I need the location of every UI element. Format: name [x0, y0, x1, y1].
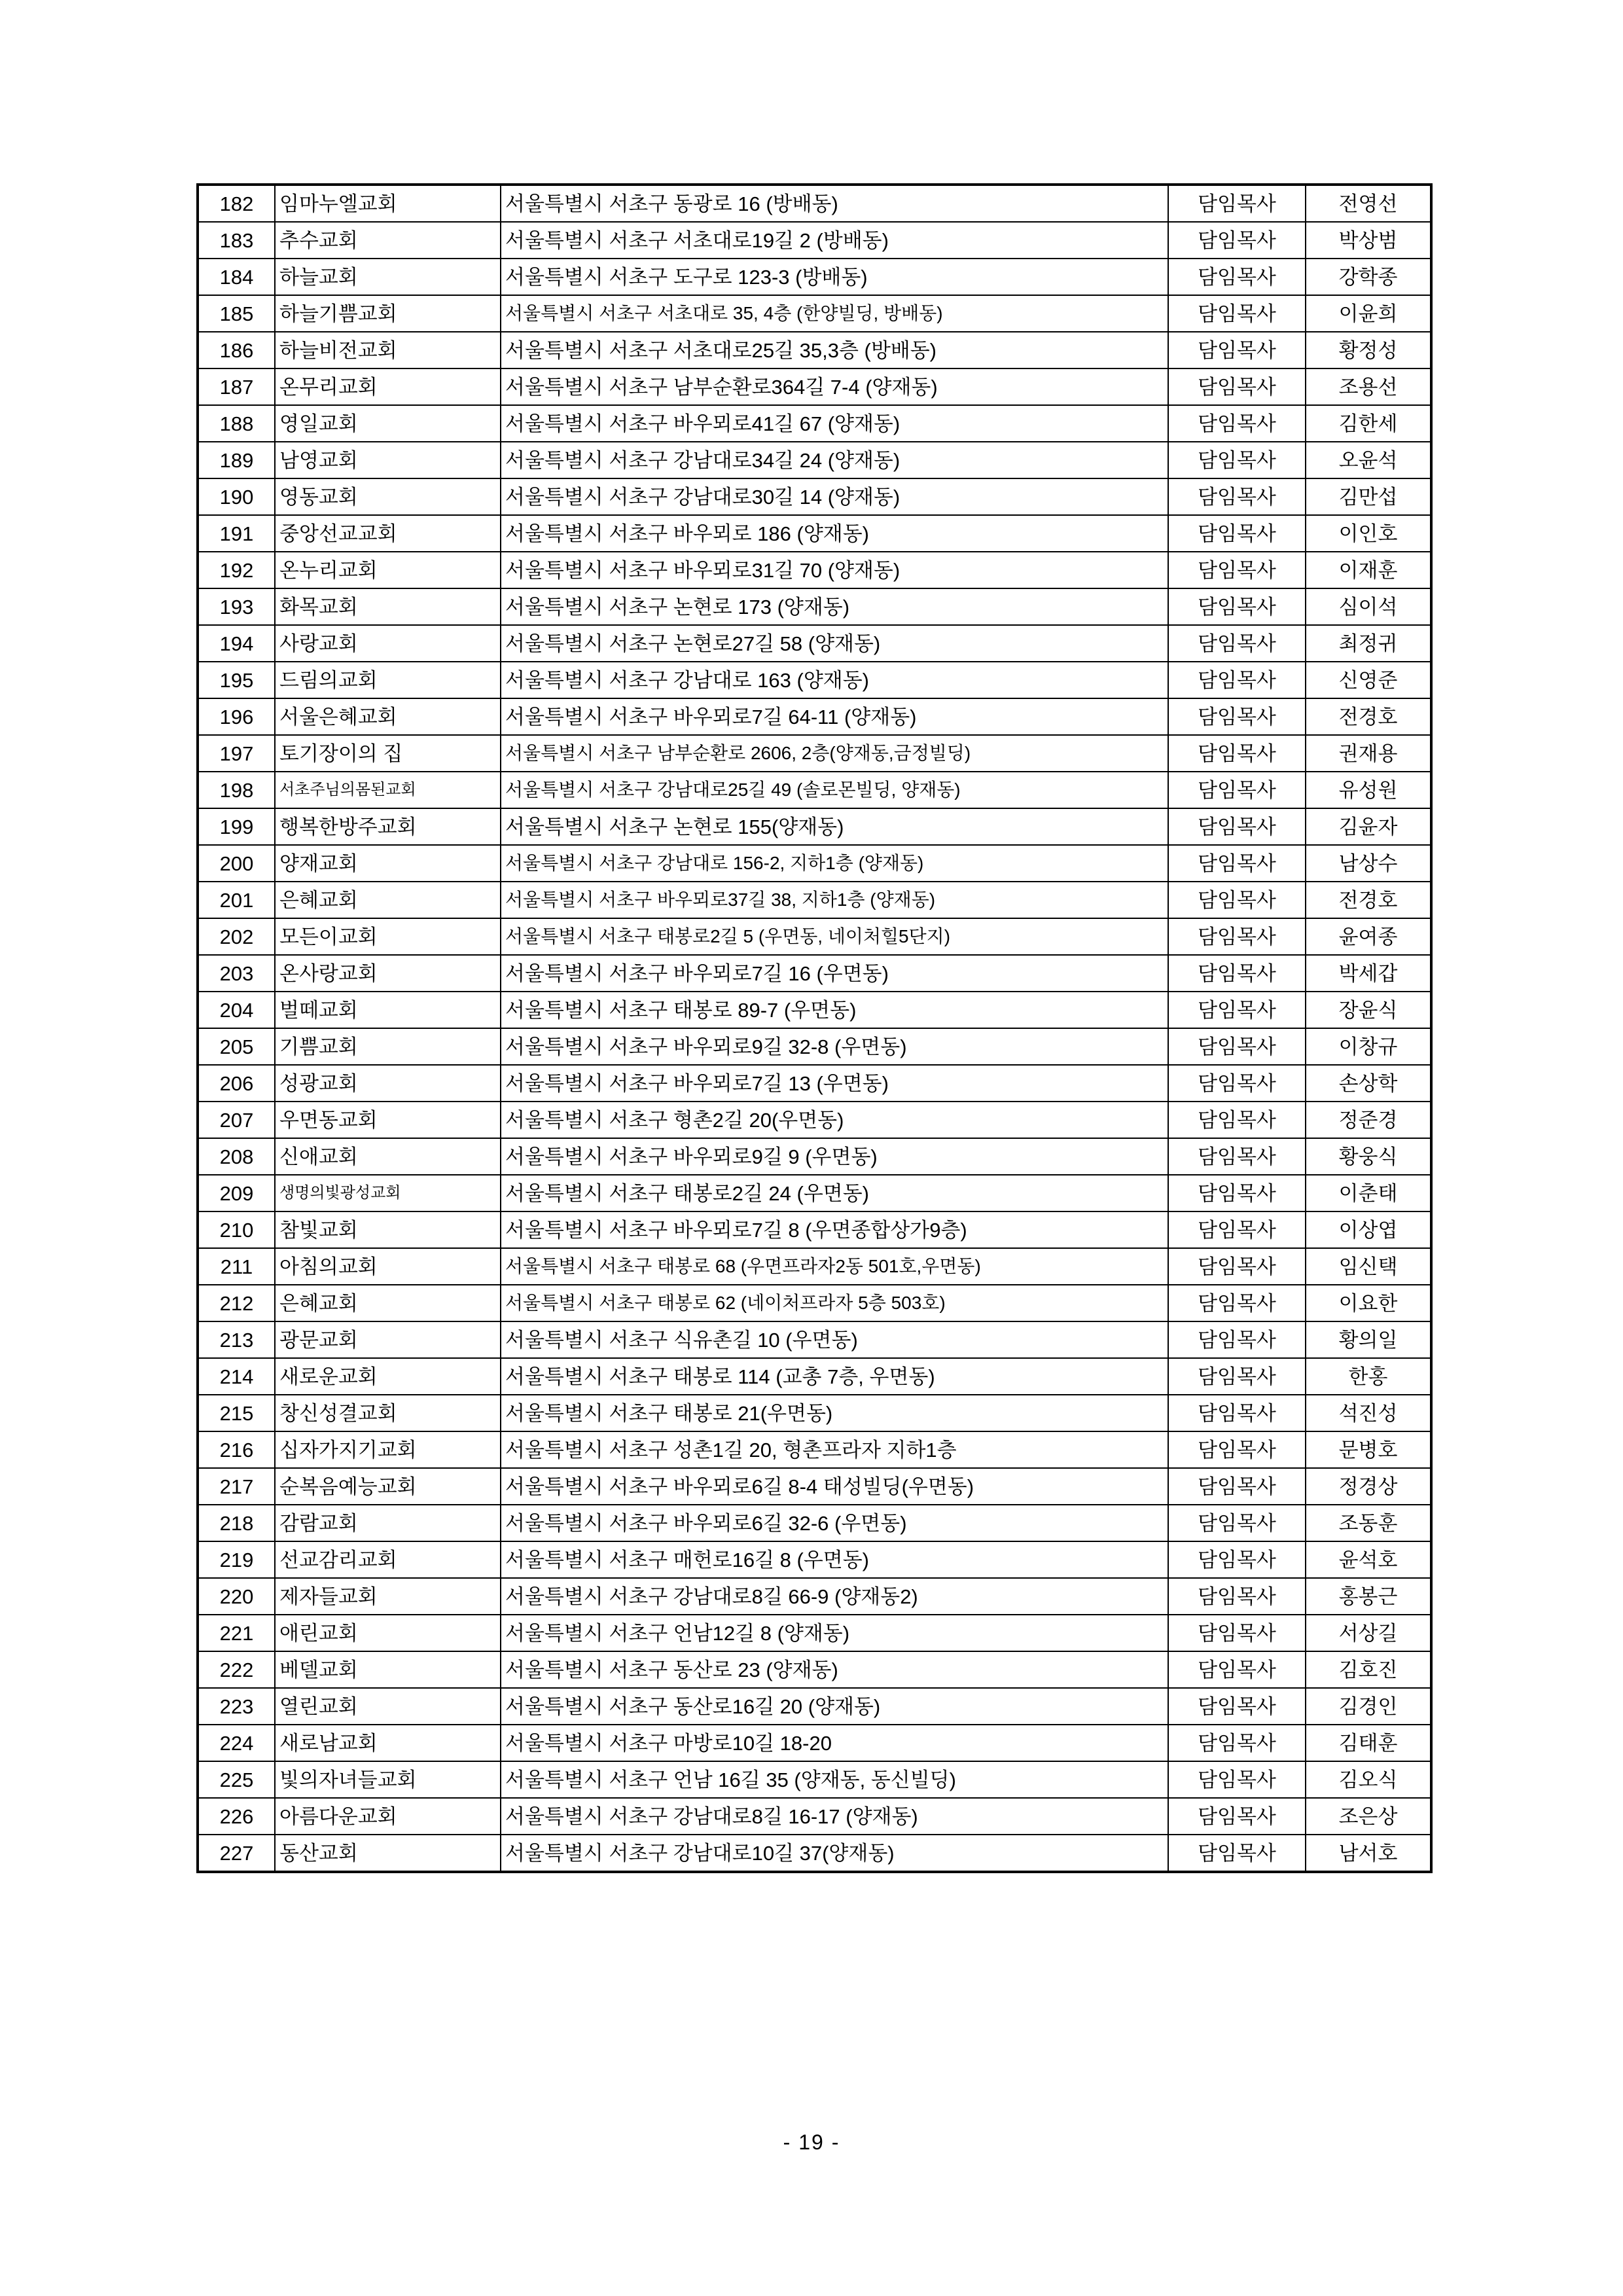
table-row	[198, 1798, 1431, 1835]
cell-name: 신애교회	[275, 1138, 501, 1175]
cell-pastor: 박세갑	[1306, 955, 1431, 992]
cell-role: 담임목사	[1168, 1615, 1306, 1651]
cell-no: 214	[198, 1358, 275, 1395]
cell-name: 창신성결교회	[275, 1395, 501, 1431]
cell-role: 담임목사	[1168, 1358, 1306, 1395]
cell-name: 토기장이의 집	[275, 735, 501, 772]
cell-pastor: 전경호	[1306, 882, 1431, 918]
table-row	[198, 368, 1431, 405]
cell-pastor: 이인호	[1306, 515, 1431, 552]
cell-no: 209	[198, 1175, 275, 1211]
cell-no: 190	[198, 478, 275, 515]
cell-pastor: 김한세	[1306, 405, 1431, 442]
cell-name: 모든이교회	[275, 918, 501, 955]
cell-pastor: 유성원	[1306, 772, 1431, 808]
cell-addr: 서울특별시 서초구 바우뫼로7길 16 (우면동)	[501, 955, 1168, 992]
cell-pastor: 황의일	[1306, 1321, 1431, 1358]
cell-addr: 서울특별시 서초구 논현로 155(양재동)	[501, 808, 1168, 845]
cell-name: 새로남교회	[275, 1725, 501, 1761]
cell-addr: 서울특별시 서초구 바우뫼로7길 8 (우면종합상가9층)	[501, 1211, 1168, 1248]
cell-pastor: 이창규	[1306, 1028, 1431, 1065]
cell-role: 담임목사	[1168, 1028, 1306, 1065]
cell-addr: 서울특별시 서초구 태봉로 68 (우면프라자2동 501호,우면동)	[501, 1248, 1168, 1285]
church-roster-body	[198, 185, 1431, 1872]
cell-role: 담임목사	[1168, 918, 1306, 955]
cell-role: 담임목사	[1168, 808, 1306, 845]
cell-role: 담임목사	[1168, 1761, 1306, 1798]
table-row	[198, 405, 1431, 442]
cell-addr: 서울특별시 서초구 서초대로25길 35,3층 (방배동)	[501, 332, 1168, 368]
table-row	[198, 332, 1431, 368]
cell-pastor: 전영선	[1306, 185, 1431, 222]
cell-no: 215	[198, 1395, 275, 1431]
cell-addr: 서울특별시 서초구 언남12길 8 (양재동)	[501, 1615, 1168, 1651]
cell-pastor: 이상엽	[1306, 1211, 1431, 1248]
cell-pastor: 이춘태	[1306, 1175, 1431, 1211]
cell-pastor: 한홍	[1306, 1358, 1431, 1395]
cell-addr: 서울특별시 서초구 태봉로 62 (네이처프라자 5층 503호)	[501, 1285, 1168, 1321]
cell-name: 베델교회	[275, 1651, 501, 1688]
cell-no: 183	[198, 222, 275, 259]
cell-role: 담임목사	[1168, 662, 1306, 698]
cell-role: 담임목사	[1168, 259, 1306, 295]
cell-addr: 서울특별시 서초구 마방로10길 18-20	[501, 1725, 1168, 1761]
cell-role: 담임목사	[1168, 1102, 1306, 1138]
table-row	[198, 1578, 1431, 1615]
cell-role: 담임목사	[1168, 1578, 1306, 1615]
cell-role: 담임목사	[1168, 1211, 1306, 1248]
cell-pastor: 김호진	[1306, 1651, 1431, 1688]
cell-no: 187	[198, 368, 275, 405]
cell-name: 남영교회	[275, 442, 501, 478]
cell-name: 애린교회	[275, 1615, 501, 1651]
cell-no: 182	[198, 185, 275, 222]
table-row	[198, 1175, 1431, 1211]
cell-role: 담임목사	[1168, 1798, 1306, 1835]
cell-no: 200	[198, 845, 275, 882]
cell-no: 225	[198, 1761, 275, 1798]
cell-role: 담임목사	[1168, 1395, 1306, 1431]
table-row	[198, 772, 1431, 808]
cell-pastor: 장윤식	[1306, 992, 1431, 1028]
cell-no: 188	[198, 405, 275, 442]
cell-role: 담임목사	[1168, 845, 1306, 882]
cell-role: 담임목사	[1168, 1725, 1306, 1761]
cell-addr: 서울특별시 서초구 남부순환로 2606, 2층(양재동,금정빌딩)	[501, 735, 1168, 772]
table-row	[198, 1138, 1431, 1175]
cell-role: 담임목사	[1168, 1138, 1306, 1175]
cell-no: 203	[198, 955, 275, 992]
cell-pastor: 오윤석	[1306, 442, 1431, 478]
table-row	[198, 1615, 1431, 1651]
table-row	[198, 1285, 1431, 1321]
cell-role: 담임목사	[1168, 222, 1306, 259]
cell-name: 추수교회	[275, 222, 501, 259]
table-row	[198, 185, 1431, 222]
cell-name: 은혜교회	[275, 1285, 501, 1321]
cell-no: 198	[198, 772, 275, 808]
cell-no: 199	[198, 808, 275, 845]
cell-name: 온누리교회	[275, 552, 501, 588]
cell-pastor: 정경상	[1306, 1468, 1431, 1505]
cell-pastor: 심이석	[1306, 588, 1431, 625]
cell-no: 226	[198, 1798, 275, 1835]
cell-addr: 서울특별시 서초구 바우뫼로37길 38, 지하1층 (양재동)	[501, 882, 1168, 918]
cell-pastor: 김만섭	[1306, 478, 1431, 515]
cell-no: 185	[198, 295, 275, 332]
cell-pastor: 김윤자	[1306, 808, 1431, 845]
cell-addr: 서울특별시 서초구 동산로16길 20 (양재동)	[501, 1688, 1168, 1725]
cell-role: 담임목사	[1168, 1468, 1306, 1505]
cell-no: 197	[198, 735, 275, 772]
cell-name: 행복한방주교회	[275, 808, 501, 845]
cell-no: 192	[198, 552, 275, 588]
cell-pastor: 손상학	[1306, 1065, 1431, 1102]
cell-pastor: 김오식	[1306, 1761, 1431, 1798]
cell-name: 광문교회	[275, 1321, 501, 1358]
cell-addr: 서울특별시 서초구 식유촌길 10 (우면동)	[501, 1321, 1168, 1358]
cell-pastor: 정준경	[1306, 1102, 1431, 1138]
table-row	[198, 1321, 1431, 1358]
table-row	[198, 1688, 1431, 1725]
cell-pastor: 조동훈	[1306, 1505, 1431, 1541]
table-row	[198, 662, 1431, 698]
cell-no: 218	[198, 1505, 275, 1541]
table-row	[198, 295, 1431, 332]
cell-no: 216	[198, 1431, 275, 1468]
table-row	[198, 515, 1431, 552]
cell-no: 227	[198, 1835, 275, 1872]
cell-role: 담임목사	[1168, 1541, 1306, 1578]
cell-addr: 서울특별시 서초구 바우뫼로9길 32-8 (우면동)	[501, 1028, 1168, 1065]
cell-role: 담임목사	[1168, 882, 1306, 918]
cell-name: 온무리교회	[275, 368, 501, 405]
cell-addr: 서울특별시 서초구 강남대로 163 (양재동)	[501, 662, 1168, 698]
cell-name: 서초주님의몸된교회	[275, 772, 501, 808]
cell-role: 담임목사	[1168, 478, 1306, 515]
cell-addr: 서울특별시 서초구 형촌2길 20(우면동)	[501, 1102, 1168, 1138]
cell-addr: 서울특별시 서초구 바우뫼로31길 70 (양재동)	[501, 552, 1168, 588]
cell-role: 담임목사	[1168, 1835, 1306, 1872]
cell-role: 담임목사	[1168, 1651, 1306, 1688]
table-row	[198, 1725, 1431, 1761]
cell-pastor: 임신택	[1306, 1248, 1431, 1285]
cell-role: 담임목사	[1168, 735, 1306, 772]
cell-pastor: 신영준	[1306, 662, 1431, 698]
cell-no: 201	[198, 882, 275, 918]
cell-addr: 서울특별시 서초구 바우뫼로7길 13 (우면동)	[501, 1065, 1168, 1102]
cell-role: 담임목사	[1168, 588, 1306, 625]
cell-name: 영일교회	[275, 405, 501, 442]
cell-no: 189	[198, 442, 275, 478]
cell-role: 담임목사	[1168, 185, 1306, 222]
cell-role: 담임목사	[1168, 1285, 1306, 1321]
cell-no: 202	[198, 918, 275, 955]
cell-addr: 서울특별시 서초구 바우뫼로6길 32-6 (우면동)	[501, 1505, 1168, 1541]
cell-name: 벌떼교회	[275, 992, 501, 1028]
cell-no: 219	[198, 1541, 275, 1578]
cell-pastor: 박상범	[1306, 222, 1431, 259]
page-number: - 19 -	[783, 2130, 840, 2154]
cell-name: 중앙선교교회	[275, 515, 501, 552]
table-row	[198, 992, 1431, 1028]
cell-name: 우면동교회	[275, 1102, 501, 1138]
table-row	[198, 552, 1431, 588]
cell-name: 영동교회	[275, 478, 501, 515]
cell-pastor: 전경호	[1306, 698, 1431, 735]
cell-name: 빛의자녀들교회	[275, 1761, 501, 1798]
cell-name: 하늘기쁨교회	[275, 295, 501, 332]
cell-no: 221	[198, 1615, 275, 1651]
table-row	[198, 1065, 1431, 1102]
cell-name: 선교감리교회	[275, 1541, 501, 1578]
cell-no: 196	[198, 698, 275, 735]
cell-addr: 서울특별시 서초구 태봉로 114 (교총 7층, 우면동)	[501, 1358, 1168, 1395]
cell-name: 아름다운교회	[275, 1798, 501, 1835]
cell-name: 하늘비전교회	[275, 332, 501, 368]
cell-addr: 서울특별시 서초구 태봉로 89-7 (우면동)	[501, 992, 1168, 1028]
cell-addr: 서울특별시 서초구 강남대로10길 37(양재동)	[501, 1835, 1168, 1872]
cell-name: 십자가지기교회	[275, 1431, 501, 1468]
table-row	[198, 1431, 1431, 1468]
cell-no: 224	[198, 1725, 275, 1761]
cell-pastor: 남상수	[1306, 845, 1431, 882]
table-row	[198, 442, 1431, 478]
cell-pastor: 남서호	[1306, 1835, 1431, 1872]
cell-addr: 서울특별시 서초구 언남 16길 35 (양재동, 동신빌딩)	[501, 1761, 1168, 1798]
cell-role: 담임목사	[1168, 405, 1306, 442]
table-row	[198, 1358, 1431, 1395]
cell-pastor: 최정귀	[1306, 625, 1431, 662]
cell-no: 191	[198, 515, 275, 552]
cell-no: 223	[198, 1688, 275, 1725]
cell-pastor: 조용선	[1306, 368, 1431, 405]
cell-name: 온사랑교회	[275, 955, 501, 992]
cell-addr: 서울특별시 서초구 논현로27길 58 (양재동)	[501, 625, 1168, 662]
cell-pastor: 이윤희	[1306, 295, 1431, 332]
cell-name: 기쁨교회	[275, 1028, 501, 1065]
cell-no: 194	[198, 625, 275, 662]
table-row	[198, 1835, 1431, 1872]
table-row	[198, 1541, 1431, 1578]
table-row	[198, 1248, 1431, 1285]
table-row	[198, 735, 1431, 772]
cell-pastor: 강학종	[1306, 259, 1431, 295]
cell-no: 222	[198, 1651, 275, 1688]
cell-no: 193	[198, 588, 275, 625]
cell-addr: 서울특별시 서초구 동산로 23 (양재동)	[501, 1651, 1168, 1688]
cell-name: 아침의교회	[275, 1248, 501, 1285]
cell-name: 감람교회	[275, 1505, 501, 1541]
table-row	[198, 882, 1431, 918]
cell-role: 담임목사	[1168, 1688, 1306, 1725]
cell-name: 양재교회	[275, 845, 501, 882]
cell-pastor: 문병호	[1306, 1431, 1431, 1468]
cell-addr: 서울특별시 서초구 바우뫼로7길 64-11 (양재동)	[501, 698, 1168, 735]
cell-name: 참빛교회	[275, 1211, 501, 1248]
table-row	[198, 222, 1431, 259]
table-row	[198, 1211, 1431, 1248]
cell-addr: 서울특별시 서초구 도구로 123-3 (방배동)	[501, 259, 1168, 295]
cell-addr: 서울특별시 서초구 태봉로 21(우면동)	[501, 1395, 1168, 1431]
table-row	[198, 808, 1431, 845]
table-row	[198, 1395, 1431, 1431]
table-row	[198, 1102, 1431, 1138]
cell-role: 담임목사	[1168, 772, 1306, 808]
cell-pastor: 황정성	[1306, 332, 1431, 368]
church-roster-table	[196, 183, 1433, 1873]
cell-role: 담임목사	[1168, 1321, 1306, 1358]
cell-addr: 서울특별시 서초구 강남대로25길 49 (솔로몬빌딩, 양재동)	[501, 772, 1168, 808]
cell-addr: 서울특별시 서초구 강남대로8길 66-9 (양재동2)	[501, 1578, 1168, 1615]
cell-pastor: 서상길	[1306, 1615, 1431, 1651]
cell-no: 186	[198, 332, 275, 368]
cell-name: 새로운교회	[275, 1358, 501, 1395]
table-row	[198, 845, 1431, 882]
cell-addr: 서울특별시 서초구 남부순환로364길 7-4 (양재동)	[501, 368, 1168, 405]
cell-role: 담임목사	[1168, 625, 1306, 662]
table-row	[198, 588, 1431, 625]
cell-addr: 서울특별시 서초구 논현로 173 (양재동)	[501, 588, 1168, 625]
church-roster-table-wrap	[196, 183, 1430, 1873]
cell-pastor: 김경인	[1306, 1688, 1431, 1725]
cell-role: 담임목사	[1168, 295, 1306, 332]
cell-no: 211	[198, 1248, 275, 1285]
cell-name: 제자들교회	[275, 1578, 501, 1615]
table-row	[198, 1468, 1431, 1505]
cell-no: 210	[198, 1211, 275, 1248]
cell-pastor: 이요한	[1306, 1285, 1431, 1321]
table-row	[198, 1761, 1431, 1798]
cell-name: 화목교회	[275, 588, 501, 625]
cell-name: 순복음예능교회	[275, 1468, 501, 1505]
cell-role: 담임목사	[1168, 992, 1306, 1028]
cell-no: 208	[198, 1138, 275, 1175]
cell-role: 담임목사	[1168, 1065, 1306, 1102]
table-row	[198, 478, 1431, 515]
cell-addr: 서울특별시 서초구 서초대로 35, 4층 (한양빌딩, 방배동)	[501, 295, 1168, 332]
table-row	[198, 1028, 1431, 1065]
cell-addr: 서울특별시 서초구 강남대로30길 14 (양재동)	[501, 478, 1168, 515]
table-row	[198, 259, 1431, 295]
cell-no: 207	[198, 1102, 275, 1138]
cell-addr: 서울특별시 서초구 강남대로8길 16-17 (양재동)	[501, 1798, 1168, 1835]
cell-role: 담임목사	[1168, 1431, 1306, 1468]
cell-pastor: 석진성	[1306, 1395, 1431, 1431]
table-row	[198, 1651, 1431, 1688]
cell-name: 동산교회	[275, 1835, 501, 1872]
cell-pastor: 황웅식	[1306, 1138, 1431, 1175]
table-row	[198, 918, 1431, 955]
cell-name: 성광교회	[275, 1065, 501, 1102]
table-row	[198, 698, 1431, 735]
cell-role: 담임목사	[1168, 955, 1306, 992]
cell-pastor: 홍봉근	[1306, 1578, 1431, 1615]
cell-no: 195	[198, 662, 275, 698]
cell-role: 담임목사	[1168, 552, 1306, 588]
cell-role: 담임목사	[1168, 442, 1306, 478]
cell-no: 205	[198, 1028, 275, 1065]
cell-name: 은혜교회	[275, 882, 501, 918]
table-row	[198, 1505, 1431, 1541]
cell-addr: 서울특별시 서초구 성촌1길 20, 형촌프라자 지하1층	[501, 1431, 1168, 1468]
cell-addr: 서울특별시 서초구 동광로 16 (방배동)	[501, 185, 1168, 222]
cell-pastor: 조은상	[1306, 1798, 1431, 1835]
table-row	[198, 625, 1431, 662]
cell-addr: 서울특별시 서초구 바우뫼로 186 (양재동)	[501, 515, 1168, 552]
cell-name: 열린교회	[275, 1688, 501, 1725]
cell-name: 하늘교회	[275, 259, 501, 295]
table-row	[198, 955, 1431, 992]
cell-addr: 서울특별시 서초구 서초대로19길 2 (방배동)	[501, 222, 1168, 259]
cell-addr: 서울특별시 서초구 태봉로2길 5 (우면동, 네이처힐5단지)	[501, 918, 1168, 955]
cell-name: 임마누엘교회	[275, 185, 501, 222]
cell-name: 생명의빛광성교회	[275, 1175, 501, 1211]
cell-role: 담임목사	[1168, 1505, 1306, 1541]
cell-no: 217	[198, 1468, 275, 1505]
cell-addr: 서울특별시 서초구 강남대로34길 24 (양재동)	[501, 442, 1168, 478]
cell-addr: 서울특별시 서초구 바우뫼로41길 67 (양재동)	[501, 405, 1168, 442]
cell-addr: 서울특별시 서초구 바우뫼로6길 8-4 태성빌딩(우면동)	[501, 1468, 1168, 1505]
cell-no: 184	[198, 259, 275, 295]
cell-name: 서울은혜교회	[275, 698, 501, 735]
cell-name: 사랑교회	[275, 625, 501, 662]
cell-role: 담임목사	[1168, 1175, 1306, 1211]
cell-pastor: 권재용	[1306, 735, 1431, 772]
cell-addr: 서울특별시 서초구 강남대로 156-2, 지하1층 (양재동)	[501, 845, 1168, 882]
cell-name: 드림의교회	[275, 662, 501, 698]
cell-addr: 서울특별시 서초구 매헌로16길 8 (우면동)	[501, 1541, 1168, 1578]
cell-role: 담임목사	[1168, 332, 1306, 368]
cell-addr: 서울특별시 서초구 태봉로2길 24 (우면동)	[501, 1175, 1168, 1211]
cell-pastor: 윤여종	[1306, 918, 1431, 955]
cell-role: 담임목사	[1168, 698, 1306, 735]
cell-pastor: 김태훈	[1306, 1725, 1431, 1761]
cell-role: 담임목사	[1168, 368, 1306, 405]
cell-pastor: 이재훈	[1306, 552, 1431, 588]
cell-pastor: 윤석호	[1306, 1541, 1431, 1578]
cell-no: 212	[198, 1285, 275, 1321]
cell-addr: 서울특별시 서초구 바우뫼로9길 9 (우면동)	[501, 1138, 1168, 1175]
cell-no: 220	[198, 1578, 275, 1615]
cell-no: 204	[198, 992, 275, 1028]
cell-no: 206	[198, 1065, 275, 1102]
cell-role: 담임목사	[1168, 1248, 1306, 1285]
cell-no: 213	[198, 1321, 275, 1358]
cell-role: 담임목사	[1168, 515, 1306, 552]
